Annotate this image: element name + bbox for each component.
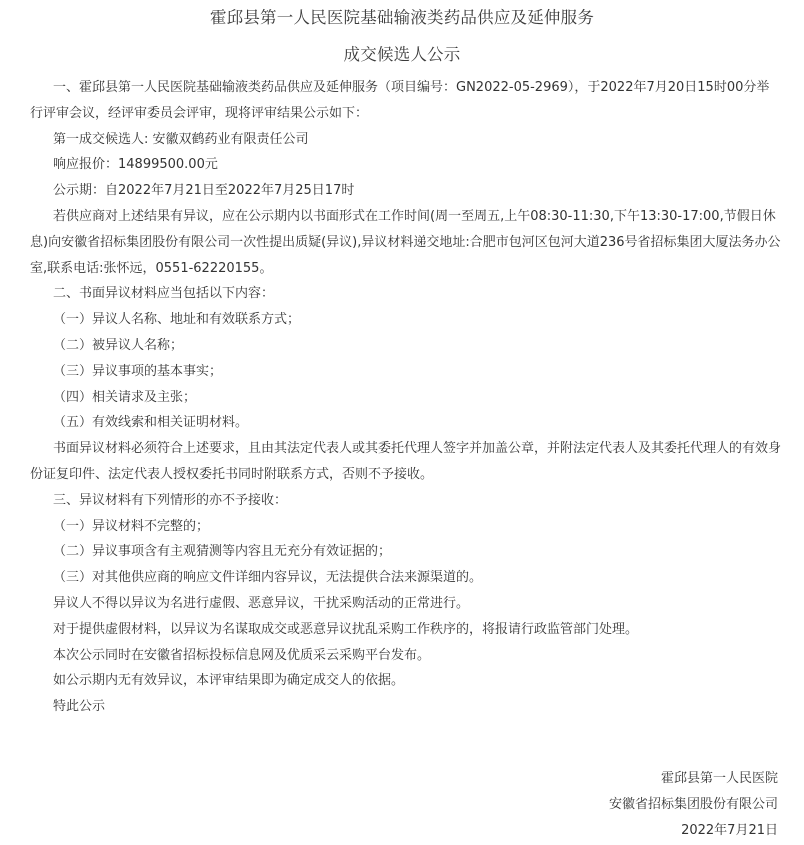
body-paragraph: 对于提供虚假材料，以异议为名谋取成交或恶意异议扰乱采购工作秩序的，将报请行政监管部门处理。: [53, 621, 639, 637]
body-paragraph: 书面异议材料必须符合上述要求，且由其法定代表人或其委托代理人签字并加盖公章，并附法定代表人及其委托代理人的有效身份证复印件、法定代表人授权委托书同时附联系方式，否则不予接收。: [30, 441, 782, 482]
body-paragraph: 二、书面异议材料应当包括以下内容：: [53, 286, 275, 302]
body-paragraph: （四）相关请求及主张；: [53, 389, 197, 405]
body-paragraph: 异议人不得以异议为名进行虚假、恶意异议，干扰采购活动的正常进行。: [53, 595, 470, 611]
body-paragraph: （二）异议事项含有主观猜测等内容且无充分有效证据的；: [53, 544, 392, 560]
body-paragraph: 如公示期内无有效异议，本评审结果即为确定成交人的依据。: [53, 673, 405, 689]
document-subtitle: 成交候选人公示: [343, 45, 461, 64]
body-paragraph: （一）异议人名称、地址和有效联系方式；: [53, 312, 301, 328]
signature-date: 2022年7月21日: [681, 823, 778, 838]
signature-block: [609, 766, 778, 844]
signature-org-hospital: 霍邱县第一人民医院: [660, 771, 778, 786]
body-paragraph: 本次公示同时在安徽省招标投标信息网及优质采云采购平台发布。: [53, 647, 431, 663]
body-paragraph: （五）有效线索和相关证明材料。: [53, 415, 249, 431]
body-paragraph: 三、异议材料有下列情形的亦不予接收：: [53, 492, 288, 508]
body-paragraph: （三）异议事项的基本事实；: [53, 363, 223, 379]
body-paragraph: （三）对其他供应商的响应文件详细内容异议，无法提供合法来源渠道的。: [53, 570, 483, 586]
body-paragraph: 第一成交候选人: 安徽双鹤药业有限责任公司: [53, 131, 309, 147]
body-paragraph: 响应报价：14899500.00元: [53, 157, 218, 173]
body-paragraph: 特此公示: [53, 699, 106, 715]
body-paragraph: （一）异议材料不完整的；: [53, 518, 210, 534]
announcement-body: [30, 75, 782, 720]
body-paragraph: 若供应商对上述结果有异议，应在公示期内以书面形式在工作时间(周一至周五,上午08:30-11:30,下午13:30-17:00,节假日休息)向安徽省招标集团股份有限公司一次性提出质疑(异议),异议材料递交地址:合肥市包河区包河大道236号省招标集团大厦法务办公室,联系电话:张怀远，0551-62220155。: [30, 208, 781, 276]
signature-org-agency: 安徽省招标集团股份有限公司: [608, 797, 778, 812]
document-title: 霍邱县第一人民医院基础输液类药品供应及延伸服务: [209, 8, 595, 27]
body-paragraph: 公示期：自2022年7月21日至2022年7月25日17时: [53, 183, 355, 199]
body-paragraph: 一、霍邱县第一人民医院基础输液类药品供应及延伸服务（项目编号：GN2022-05-2969），于2022年7月20日15时00分举行评审会议，经评审委员会评审，现将评审结果公示如下：: [30, 80, 770, 121]
body-paragraph: （二）被异议人名称；: [53, 337, 184, 353]
